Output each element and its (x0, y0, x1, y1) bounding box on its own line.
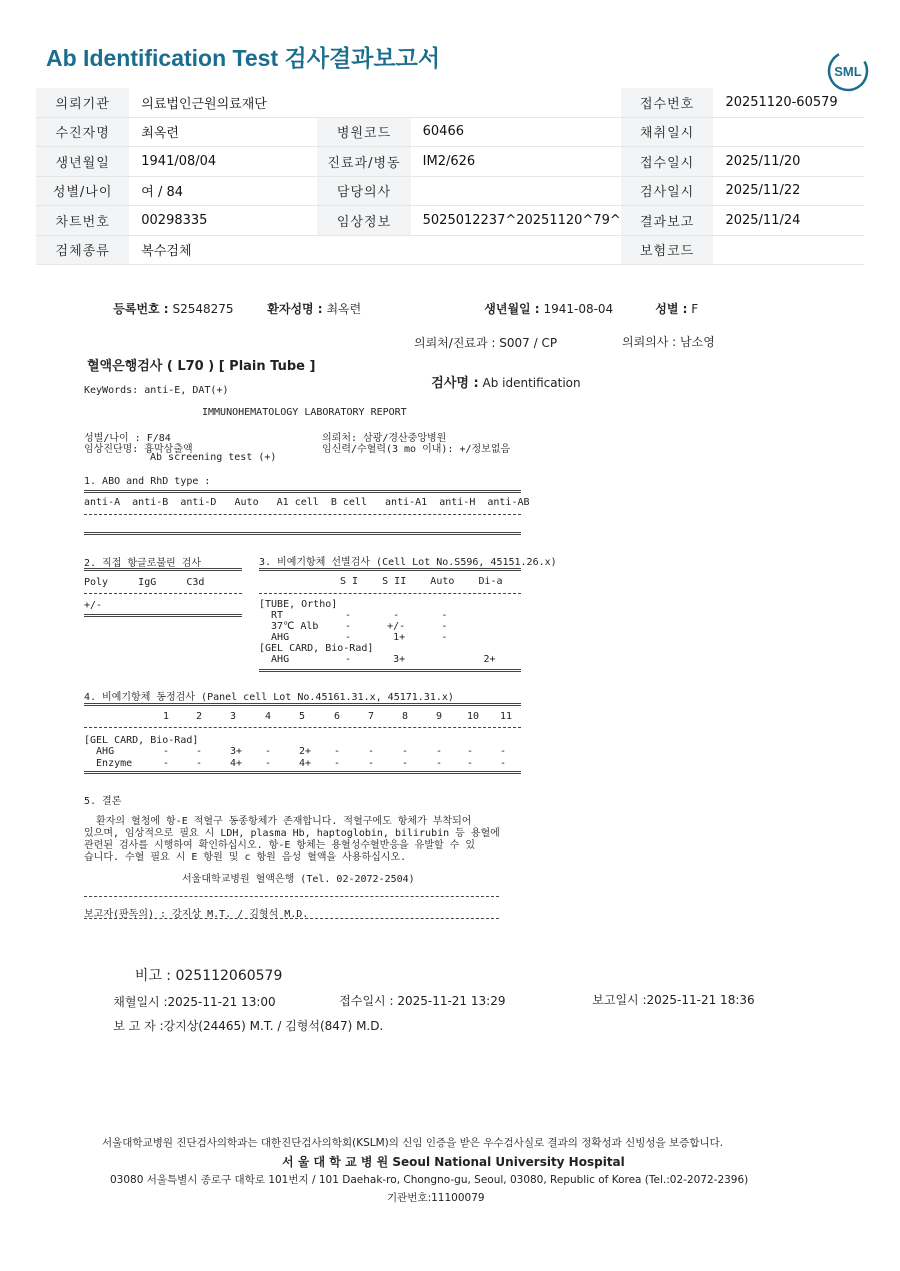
info-cell: 생년월일 (36, 147, 129, 177)
divider (84, 593, 242, 594)
sml-logo (816, 30, 862, 79)
info-cell: 20251120-60579 (713, 88, 864, 117)
logo-text: SML (834, 64, 862, 79)
info-row (36, 206, 864, 236)
text-span: 강지상(24465) M.T. / 김형석(847) M.D. (163, 1019, 384, 1033)
divider (259, 593, 521, 594)
screen-header: S I S II Auto Di-a (340, 576, 503, 587)
panel-gel: [GEL CARD, Bio-Rad] (84, 735, 199, 746)
screen-gel-values: - 3+ 2+ (345, 654, 496, 665)
divider (84, 703, 521, 706)
info-cell: 60466 (411, 117, 621, 147)
panel-ahg-value: - (334, 746, 341, 757)
info-cell: 진료과/병동 (317, 147, 410, 177)
screen-37-values: - +/- - (345, 621, 448, 632)
info-cell: 5025012237^20251120^79^ (411, 206, 621, 236)
patient-dob (469, 286, 613, 331)
patient-sex (640, 286, 698, 331)
text-span: 검사명 : (431, 376, 479, 391)
text-span: 1941-08-04 (543, 302, 614, 316)
info-cell: 접수번호 (621, 88, 714, 117)
info-cell: 검사일시 (621, 176, 714, 206)
screen-37: 37℃ Alb (259, 621, 319, 632)
panel-ahg-label: AHG (84, 746, 115, 757)
text-span: 2025-11-21 13:00 (167, 995, 276, 1009)
panel-column-number: 10 (467, 711, 480, 722)
panel-column-number: 8 (402, 711, 409, 722)
divider (84, 727, 521, 728)
text-span: 성별 : (655, 302, 688, 316)
screen-gel: [GEL CARD, Bio-Rad] (259, 643, 374, 654)
info-row (36, 147, 864, 177)
text-span: Ab identification (482, 376, 581, 390)
page-title: Ab Identification Test 검사결과보고서 (46, 45, 441, 71)
info-row (36, 176, 864, 206)
divider (84, 568, 242, 571)
conclusion-line-1: 환자의 혈청에 항-E 적혈구 동종항체가 존재합니다. 적혈구에도 항체가 부착되어 (84, 816, 472, 827)
info-cell: 최옥련 (129, 117, 317, 147)
reporter-2 (98, 1003, 383, 1048)
screen-gel-ahg: AHG (259, 654, 290, 665)
info-cell (411, 88, 621, 117)
exam-name (416, 358, 581, 405)
text-span: 2025-11-21 13:29 (397, 994, 506, 1008)
panel-enzyme-value: - (163, 758, 170, 769)
panel-column-number: 11 (500, 711, 513, 722)
sex-age: 성별/나이 : F/84 (84, 433, 171, 444)
info-cell (317, 88, 410, 117)
panel-column-number: 5 (299, 711, 306, 722)
info-cell: 수진자명 (36, 117, 129, 147)
text-span: 등록번호 : (113, 302, 169, 316)
panel-ahg-value: - (368, 746, 375, 757)
conclusion-line-4: 습니다. 수혈 필요 시 E 항원 및 c 항원 음성 혈액을 사용하십시오. (84, 852, 407, 863)
screen-rt: RT (259, 610, 284, 621)
info-row (36, 117, 864, 147)
divider (84, 614, 242, 617)
info-cell (713, 235, 864, 265)
department: 의뢰처/진료과 : S007 / CP (414, 336, 558, 350)
panel-ahg-value: - (436, 746, 443, 757)
panel-column-number: 6 (334, 711, 341, 722)
dat-header: Poly IgG C3d (84, 577, 205, 588)
screen-rt-values: - - - (345, 610, 448, 621)
info-cell: 차트번호 (36, 206, 129, 236)
info-cell: 의뢰기관 (36, 88, 129, 117)
panel-ahg-value: - (467, 746, 474, 757)
keywords: KeyWords: anti-E, DAT(+) (84, 385, 229, 396)
section-panel-title: 4. 비예기항체 동정검사 (Panel cell Lot No.45161.31.x, 45171.31.x) (84, 692, 454, 703)
panel-enzyme-value: - (467, 758, 474, 769)
diagnosis: 임상진단명: 흉막삼출액 (84, 444, 193, 455)
report-datetime (577, 977, 755, 1022)
panel-enzyme-value: - (500, 758, 507, 769)
exam-title: 혈액은행검사 ( L70 ) [ Plain Tube ] (87, 359, 316, 374)
info-cell: 성별/나이 (36, 176, 129, 206)
panel-column-number: 7 (368, 711, 375, 722)
divider (84, 918, 499, 919)
panel-ahg-value: - (265, 746, 272, 757)
screen-ahg: AHG (259, 632, 290, 643)
panel-ahg-value: 2+ (299, 746, 312, 757)
info-cell: 2025/11/22 (713, 176, 864, 206)
divider (84, 771, 521, 774)
conclusion-line-2: 있으며, 임상적으로 필요 시 LDH, plasma Hb, haptoglobin, bilirubin 등 용혈에 (84, 828, 500, 839)
pregnancy-transfusion: 임신력/수혈력(3 mo 이내): +/정보없음 (322, 444, 511, 455)
info-cell (317, 235, 410, 265)
panel-ahg-value: - (500, 746, 507, 757)
text-span: 2025-11-21 18:36 (646, 993, 755, 1007)
footer-address: 03080 서울특별시 종로구 대학로 101번지 / 101 Daehak-ro, Chongno-gu, Seoul, 03080, Republic of Korea (Tel.:02-2072-2396) (110, 1174, 749, 1186)
text-span: 환자성명 : (267, 302, 323, 316)
reporter: 보고자(판독의) : 강지상 M.T. / 김형석 M.D. (84, 909, 309, 920)
lab-report-title: IMMUNOHEMATOLOGY LABORATORY REPORT (202, 407, 407, 418)
dat-result: +/- (84, 600, 103, 611)
info-cell: 1941/08/04 (129, 147, 317, 177)
divider (259, 568, 521, 571)
panel-column-number: 9 (436, 711, 443, 722)
divider (84, 490, 521, 493)
info-cell: 검체종류 (36, 235, 129, 265)
panel-enzyme-value: 4+ (230, 758, 243, 769)
text-span: 최옥련 (326, 302, 362, 316)
info-row (36, 235, 864, 265)
divider (84, 896, 499, 897)
panel-ahg-value: - (163, 746, 170, 757)
info-cell: 접수일시 (621, 147, 714, 177)
screen-tube: [TUBE, Ortho] (259, 599, 338, 610)
info-cell (411, 235, 621, 265)
info-cell: 결과보고 (621, 206, 714, 236)
info-cell: 복수검체 (129, 235, 317, 265)
text-span: 보고일시 : (592, 993, 647, 1007)
ordering-doctor: 의뢰의사 : 남소영 (622, 335, 715, 349)
panel-enzyme-value: 4+ (299, 758, 312, 769)
info-row (36, 88, 864, 117)
panel-ahg-value: - (196, 746, 203, 757)
info-cell: 의료법인근원의료재단 (129, 88, 317, 117)
section-screen-title: 3. 비예기항체 선별검사 (Cell Lot No.S596, 45151.26.x) (259, 557, 557, 568)
patient-name (252, 286, 361, 331)
text-span: 생년월일 : (484, 302, 540, 316)
text-span: 채혈일시 : (113, 995, 168, 1009)
info-cell: 여 / 84 (129, 176, 317, 206)
info-cell: 임상정보 (317, 206, 410, 236)
footer-institution-number: 기관번호:11100079 (387, 1192, 485, 1204)
info-cell: IM2/626 (411, 147, 621, 177)
text-span: 접수일시 : (339, 994, 394, 1008)
referrer: 의뢰처: 삼광/경산중앙병원 (322, 433, 447, 444)
section-abo-title: 1. ABO and RhD type : (84, 476, 211, 487)
info-cell: 보험코드 (621, 235, 714, 265)
panel-column-number: 4 (265, 711, 272, 722)
info-cell: 병원코드 (317, 117, 410, 147)
text-span: F (691, 302, 699, 316)
panel-enzyme-value: - (334, 758, 341, 769)
info-cell: 00298335 (129, 206, 317, 236)
panel-column-number: 3 (230, 711, 237, 722)
text-span: 보 고 자 : (113, 1019, 164, 1033)
registration-number (98, 286, 234, 331)
divider (259, 669, 521, 672)
footer-hospital: 서 울 대 학 교 병 원 Seoul National University Hospital (282, 1155, 625, 1169)
panel-column-number: 2 (196, 711, 203, 722)
divider (84, 532, 521, 535)
patient-info-table (36, 88, 864, 265)
info-cell: 담당의사 (317, 176, 410, 206)
text-span: S2548275 (172, 302, 234, 316)
info-cell: 2025/11/24 (713, 206, 864, 236)
conclusion-line-3: 관련된 검사를 시행하여 확인하십시오. 항-E 항체는 용혈성수혈반응을 유발할 수 있 (84, 840, 476, 851)
panel-column-number: 1 (163, 711, 170, 722)
text-span: 비고 : (134, 968, 172, 984)
screen-result: Ab screening test (+) (150, 452, 277, 463)
panel-enzyme-value: - (368, 758, 375, 769)
panel-enzyme-value: - (265, 758, 272, 769)
panel-enzyme-value: - (402, 758, 409, 769)
section-conclusion-title: 5. 결론 (84, 796, 122, 807)
panel-enzyme-value: - (196, 758, 203, 769)
panel-enzyme-value: - (436, 758, 443, 769)
footer-certification: 서울대학교병원 진단검사의학과는 대한진단검사의학회(KSLM)의 신임 인증을 받은 우수검사실로 결과의 정확성과 신빙성을 보증합니다. (102, 1137, 724, 1149)
panel-ahg-value: 3+ (230, 746, 243, 757)
panel-enzyme-label: Enzyme (84, 758, 133, 769)
divider (84, 514, 521, 515)
screen-ahg-values: - 1+ - (345, 632, 448, 643)
abo-header: anti-A anti-B anti-D Auto A1 cell B cell anti-A1 anti-H anti-AB (84, 497, 530, 508)
section-dat-title: 2. 직접 항글로불린 검사 (84, 558, 202, 569)
bloodbank: 서울대학교병원 혈액은행 (Tel. 02-2072-2504) (182, 874, 415, 885)
info-cell (713, 117, 864, 147)
info-cell: 채취일시 (621, 117, 714, 147)
info-cell (411, 176, 621, 206)
info-cell: 2025/11/20 (713, 147, 864, 177)
panel-ahg-value: - (402, 746, 409, 757)
text-span: 025112060579 (175, 968, 283, 984)
